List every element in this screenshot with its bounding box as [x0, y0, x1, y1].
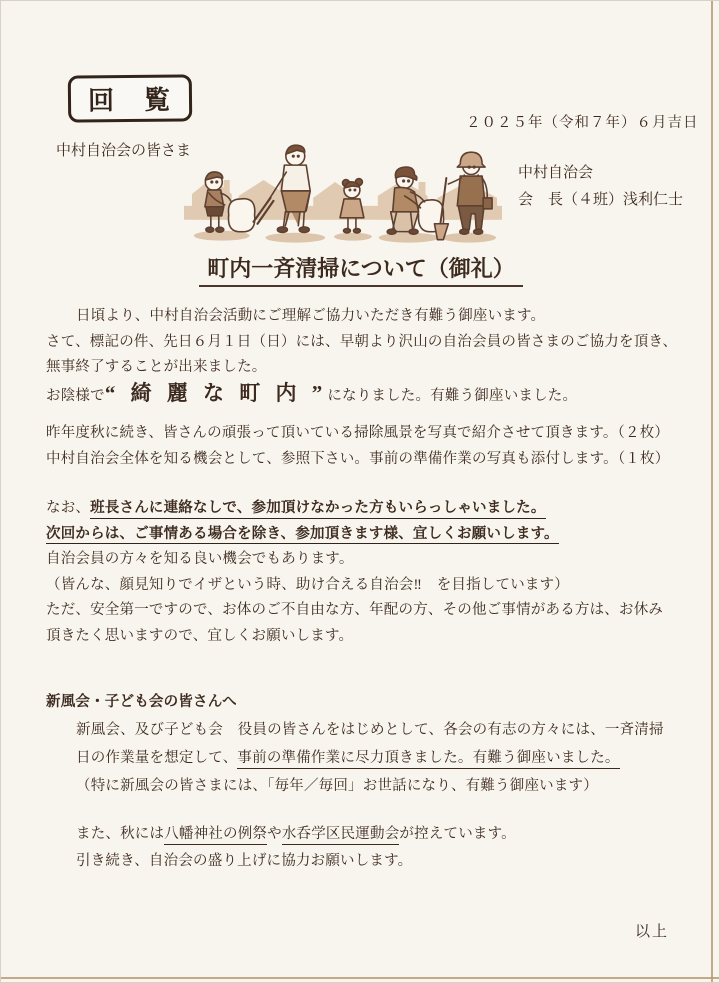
cleanup-illustration-svg: [184, 120, 502, 248]
body-line: [46, 522, 686, 548]
sender-block: [518, 160, 683, 214]
sender-role: 会 長（４班）浅利仁士: [518, 192, 684, 208]
body-line: [46, 496, 686, 522]
body-line: さて、標記の件、先日６月１日（日）には、早朝より沢山の自治会員の皆さまのご協力を頂き、: [46, 333, 678, 350]
scan-edge-right: [711, 1, 713, 983]
section-shinpukai: [46, 688, 686, 800]
body-text: お陰様で: [46, 387, 105, 404]
body-line: 無事終了することが出来ました。: [46, 359, 267, 375]
girl-figure: [340, 179, 364, 233]
emphasis-clean-town: “ 綺 麗 な 町 内 ”: [104, 380, 328, 405]
body-line: 日頃より、中村自治会活動にご理解ご協力いただき有難う御座います。: [76, 308, 546, 324]
paragraph-photos: [46, 421, 686, 472]
body-line: 自治会員の方々を知る良い機会でもあります。: [46, 551, 354, 567]
body-text: また、秋には: [76, 826, 165, 842]
body-text: 日の作業量を想定して、: [76, 750, 238, 766]
body-line: （特に新風会の皆さまには、「毎年／毎回」お世話になり、有難う御座います）: [76, 778, 598, 794]
body-line: 引き続き、自治会の盛り上げに協力お願いします。: [76, 853, 413, 869]
sender-org: 中村自治会: [518, 165, 594, 181]
closing-line: 以上: [634, 924, 669, 940]
paragraph-participation: [46, 496, 686, 649]
body-line: （皆んな、顔見知りでイザという時、助け合える自治会‼ を目指しています）: [46, 576, 570, 593]
kairan-stamp: [68, 74, 192, 122]
paragraph-thanks: [46, 304, 686, 409]
underlined-sports-day: 水呑学区民運動会: [282, 826, 400, 845]
kairan-label: 回 覧: [87, 85, 173, 116]
underlined-festival: 八幡神社の例祭: [164, 826, 267, 845]
body-line: 中村自治会全体を知る機会として、参照下さい。事前の準備作業の写真も添付します。（１枚）: [46, 450, 670, 467]
body-line: 昨年度秋に続き、皆さんの頑張って頂いている掃除風景を写真で紹介させて頂きます。（２枚）: [46, 425, 670, 441]
underlined-warning: 班長さんに連絡なしで、参加頂けなかった方もいらっしゃいました。: [90, 500, 545, 519]
body-line: 新風会、及び子ども会 役員の皆さんをはじめとして、各会の有志の方々には、一斉清掃: [76, 722, 664, 738]
underlined-thanks: 事前の準備作業に尽力頂きました。有難う御座いました。: [237, 750, 619, 769]
document-title: [1, 252, 720, 283]
body-text: が控えています。: [399, 826, 516, 842]
date-line: ２０２５年（令和７年）６月吉日: [466, 115, 699, 131]
section-heading: 新風会・子ども会の皆さんへ: [46, 694, 237, 710]
document-title-text: 町内一斉清掃について（御礼）: [199, 256, 523, 287]
body-line: ただ、安全第一ですので、お体のご不自由な方、年配の方、その他ご事情がある方は、お休み: [46, 602, 664, 618]
old-man-figure: [434, 152, 492, 239]
scan-edge-bottom: [1, 977, 720, 979]
body-line: [46, 744, 686, 772]
body-text: なお、: [46, 500, 91, 516]
body-text: や: [267, 826, 282, 842]
recipient-line: 中村自治会の皆さま: [56, 143, 192, 159]
underlined-request: 次回からは、ご事情ある場合を除き、参加頂きます様、宜しくお願いします。: [46, 526, 559, 545]
paragraph-autumn-events: [46, 821, 686, 875]
body-line: [46, 821, 686, 848]
cleanup-illustration: [184, 120, 502, 248]
body-text: になりました。有難う御座いました。: [327, 387, 578, 404]
body-line: [46, 381, 686, 410]
body-line: 頂きたく思いますので、宜しくお願いします。: [46, 627, 354, 644]
